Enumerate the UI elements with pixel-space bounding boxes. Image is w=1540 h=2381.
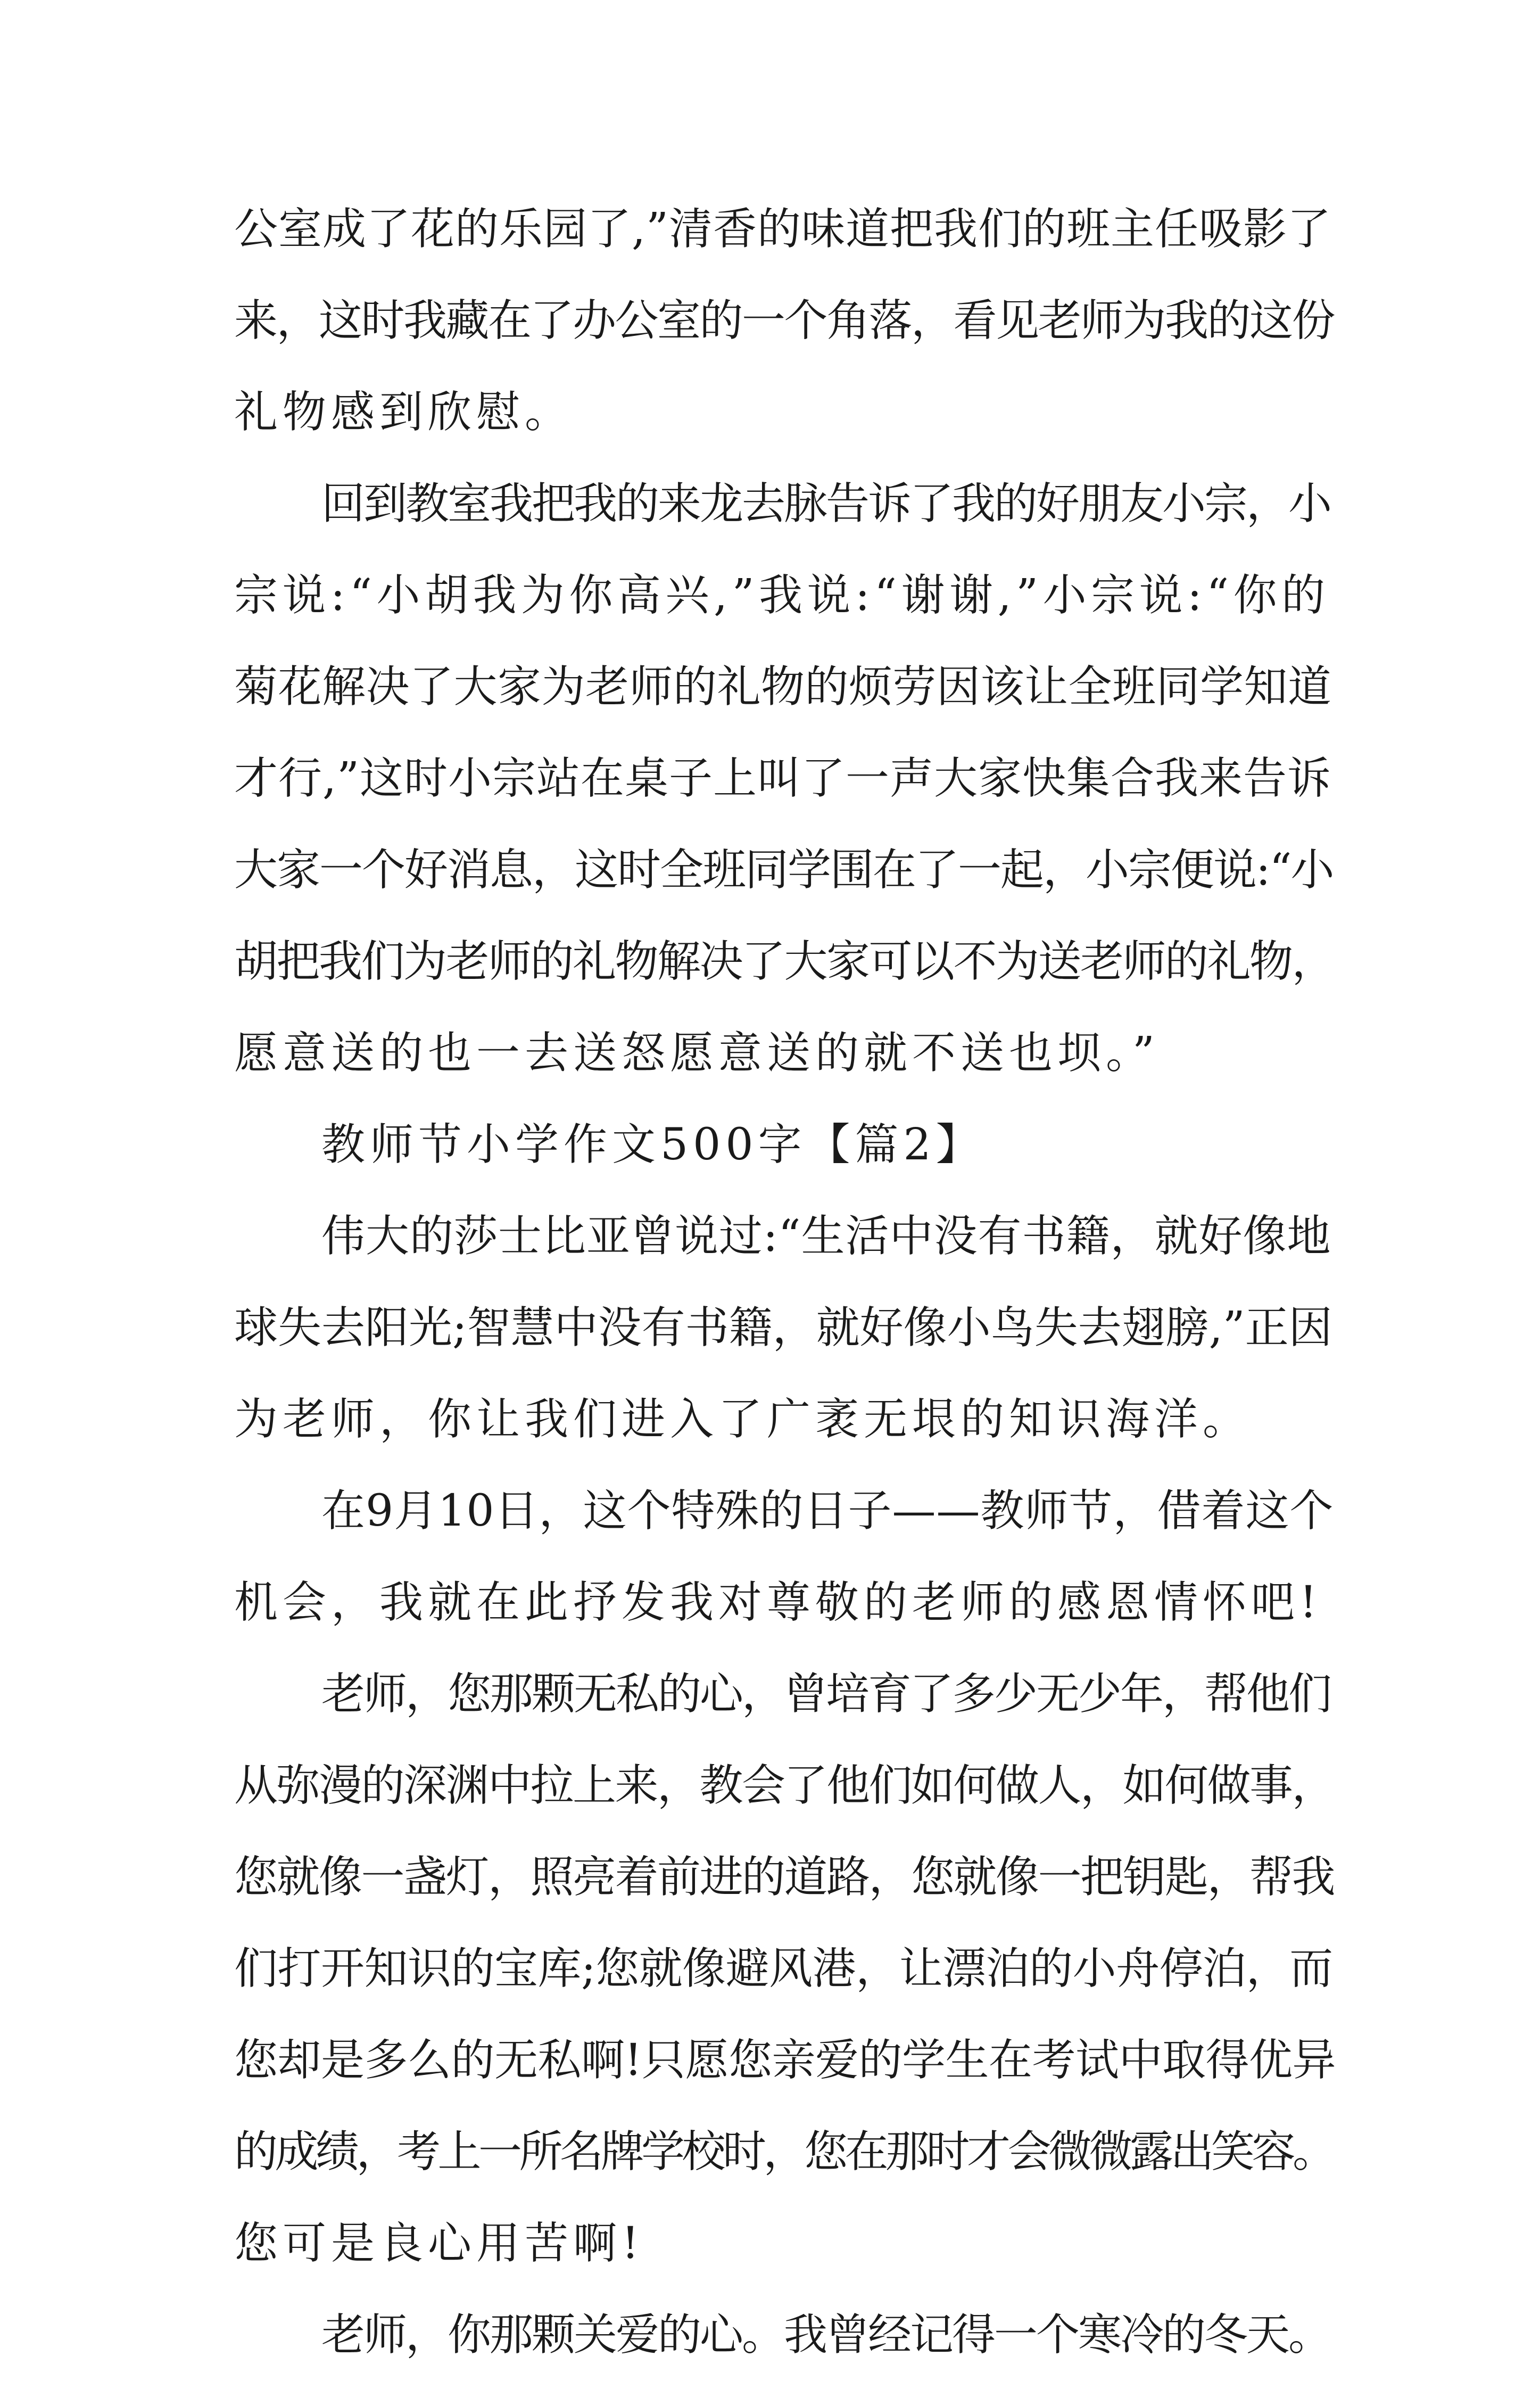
- text-line: 大家一个好消息，这时全班同学围在了一起，小宗便说:“小: [234, 845, 1334, 895]
- text-line: 来，这时我藏在了办公室的一个角落，看见老师为我的这份: [234, 295, 1335, 346]
- text-line: 宗说:“小胡我为你高兴,”我说:“谢谢,”小宗说:“你的: [234, 570, 1330, 621]
- text-line: 的成绩，考上一所名牌学校时，您在那时才会微微露出笑容。: [234, 2127, 1334, 2177]
- text-line: 教师节小学作文500字【篇2】: [321, 1119, 984, 1170]
- text-line: 在9月10日，这个特殊的日子——教师节，借着这个: [321, 1486, 1334, 1536]
- text-line: 才行,”这时小宗站在桌子上叫了一声大家快集合我来告诉: [234, 753, 1331, 804]
- text-line: 您却是多么的无私啊!只愿您亲爱的学生在考试中取得优异: [234, 2035, 1336, 2086]
- text-line: 从弥漫的深渊中拉上来，教会了他们如何做人，如何做事，: [234, 1760, 1335, 1811]
- text-line: 们打开知识的宝库;您就像避风港，让漂泊的小舟停泊，而: [234, 1943, 1333, 1994]
- document-body: [234, 184, 1336, 2381]
- text-line: 胡把我们为老师的礼物解决了大家可以不为送老师的礼物，: [234, 936, 1335, 987]
- text-line: 老师，您那颗无私的心，曾培育了多少无少年，帮他们: [321, 1669, 1331, 1719]
- text-line: 球失去阳光;智慧中没有书籍，就好像小鸟失去翅膀,”正因: [234, 1303, 1332, 1353]
- text-line: 老师，你那颗关爱的心。我曾经记得一个寒冷的冬天。: [321, 2310, 1331, 2360]
- text-line: 您就像一盏灯，照亮着前进的道路，您就像一把钥匙，帮我: [234, 1852, 1335, 1902]
- text-line: 礼物感到欣慰。: [234, 387, 574, 438]
- text-line: 愿意送的也一去送怒愿意送的就不送也坝。”: [234, 1028, 1160, 1078]
- text-line: 菊花解决了大家为老师的礼物的烦劳因该让全班同学知道: [234, 662, 1332, 712]
- text-line: 机会，我就在此抒发我对尊敬的老师的感恩情怀吧!: [234, 1577, 1322, 1628]
- text-line: 回到教室我把我的来龙去脉告诉了我的好朋友小宗，小: [321, 479, 1331, 529]
- text-line: 为老师，你让我们进入了广袤无垠的知识海洋。: [234, 1394, 1252, 1445]
- text-line: 伟大的莎士比亚曾说过:“生活中没有书籍，就好像地: [321, 1211, 1331, 1262]
- text-line: 您可是良心用苦啊!: [234, 2218, 644, 2269]
- text-line: 公室成了花的乐园了,”清香的味道把我们的班主任吸影了: [234, 204, 1331, 254]
